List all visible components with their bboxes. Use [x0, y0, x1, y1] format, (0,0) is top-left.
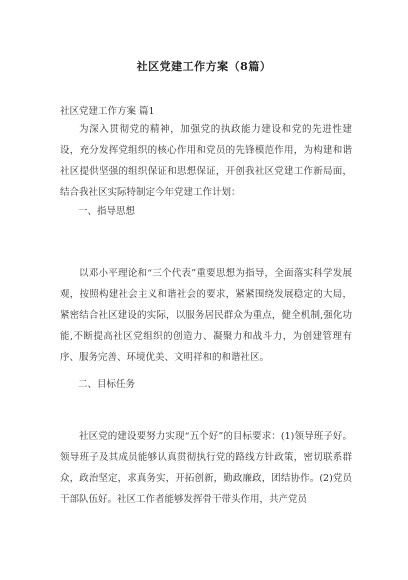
section-heading-guiding-ideology: 一、指导思想 — [78, 206, 136, 217]
paragraph-guiding-ideology: 以邓小平理论和“三个代表”重要思想为指导，全面落实科学发展观，按照构建社会主义和谐社会的要求，紧紧围绕发展稳定的大局，紧密结合社区建设的实际，以服务居民群众为重点，健全机制,强化功能,不断提高社区党组织的创造力、凝聚力和战斗力，为创建管理有序、服务完善、环境优美、文明祥和的和谐社区。 — [60, 268, 352, 363]
section-heading-goals-tasks: 二、目标任务 — [78, 379, 136, 390]
document-title: 社区党建工作方案（8篇） — [136, 60, 272, 73]
document-subtitle: 社区党建工作方案 篇1 — [60, 106, 155, 117]
paragraph-goals-tasks: 社区党的建设要努力实现“五个好”的目标要求：(1)领导班子好。领导班子及其成员能够认真贯彻执行党的路线方针政策，密切联系群众，政治坚定，求真务实，开拓创新，勤政廉政，团结协作。(2)党员干部队伍好。社区工作者能够发挥骨干带头作用，共产党员 — [60, 431, 352, 505]
paragraph-intro: 为深入贯彻党的精神，加强党的执政能力建设和党的先进性建设，充分发挥党组织的核心作用和党员的先锋模范作用，为构建和谐社区提供坚强的组织保证和思想保证，开创我社区党建工作新局面，结合我社区实际特制定今年党建工作计划： — [60, 124, 352, 198]
